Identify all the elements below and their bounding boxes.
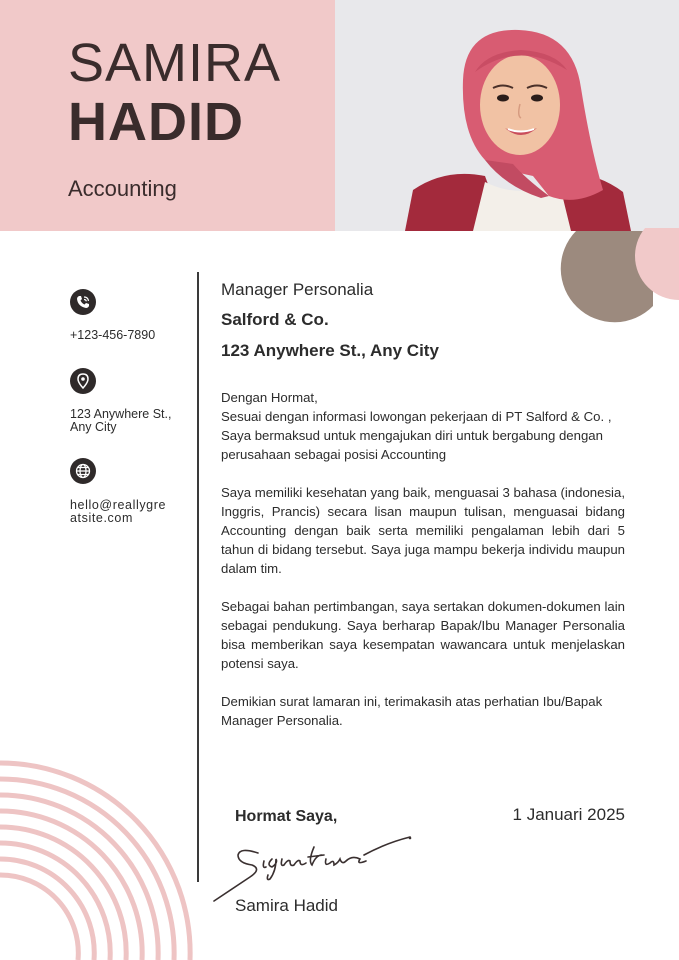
contact-phone: +123-456-7890 [70, 328, 156, 342]
contact-address: 123 Anywhere St., Any City [70, 407, 172, 434]
letter-body [221, 388, 625, 749]
letter-paragraph-1: Sesuai dengan informasi lowongan pekerjaan di PT Salford & Co. , Saya bermaksud untuk mengajukan diri untuk bergabung dengan perusahaan sebagai posisi Accounting [221, 409, 612, 462]
job-role: Accounting [68, 176, 177, 201]
signer-name: Samira Hadid [235, 896, 338, 915]
last-name: HADID [68, 92, 244, 152]
letter-greeting: Dengan Hormat, [221, 390, 318, 405]
corner-decoration-bottom [0, 755, 200, 960]
letter-paragraph-3: Sebagai bahan pertimbangan, saya sertakan dokumen-dokumen lain sebagai pendukung. Saya berharap Bapak/Ibu Manager Personalia bisa memberikan saya kesempatan wawancara untuk menjelaskan potensi saya. [221, 599, 625, 671]
corner-decoration-top [560, 228, 679, 328]
letter-paragraph-4: Demikian surat lamaran ini, terimakasih atas perhatian Ibu/Bapak Manager Personalia. [221, 694, 603, 728]
globe-icon [70, 458, 96, 484]
contact-email[interactable]: hello@reallygreatsite.com [70, 498, 167, 525]
recipient-title: Manager Personalia [221, 280, 374, 299]
profile-photo [335, 0, 679, 231]
location-pin-icon [70, 368, 96, 394]
closing-salutation: Hormat Saya, [235, 808, 338, 825]
phone-icon [70, 289, 96, 315]
recipient-company: Salford & Co. [221, 310, 329, 329]
letter-paragraph-2: Saya memiliki kesehatan yang baik, menguasai 3 bahasa (indonesia, Inggris, Prancis) secara lisan maupun tulisan, menguasai bidang Accounting dengan baik serta memiliki pengalaman lebih dari 5 tahun di bidang tersebut. Saya juga mampu bekerja individu maupun dalam tim. [221, 485, 625, 576]
letter-date: 1 Januari 2025 [512, 805, 625, 824]
handwritten-signature [210, 825, 420, 905]
vertical-divider [197, 272, 199, 882]
first-name: SAMIRA [68, 33, 282, 93]
recipient-address: 123 Anywhere St., Any City [221, 341, 439, 360]
